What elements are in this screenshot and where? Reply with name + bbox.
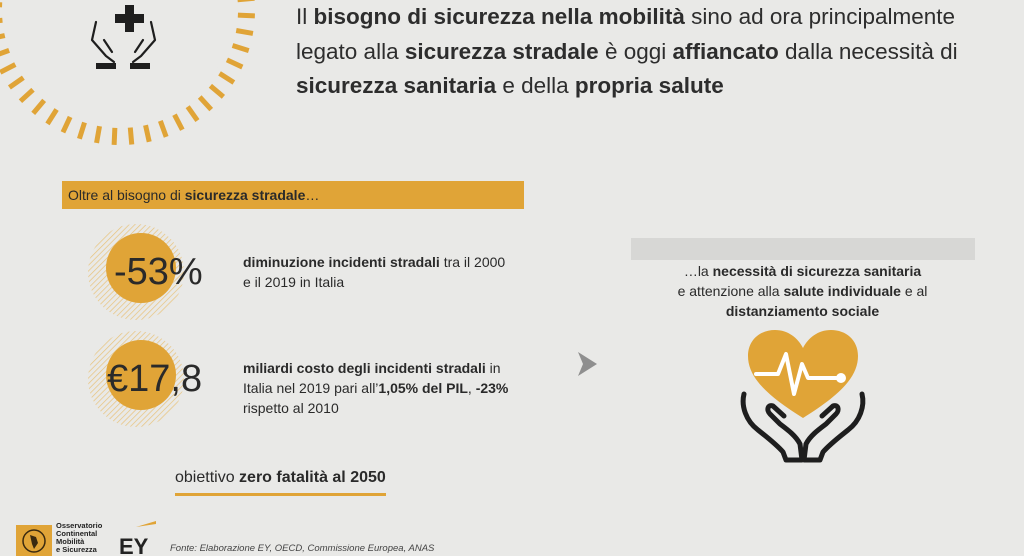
stat-desc-bold: miliardi costo degli incidenti stradali <box>243 360 486 376</box>
header-text-2: sino ad ora principalmente legato alla <box>296 4 955 64</box>
chevron-right-icon <box>575 350 601 378</box>
health-line-2 <box>630 281 975 301</box>
heart-pulse-hands-icon <box>738 326 868 464</box>
sun-ray <box>130 128 131 145</box>
health-line-1 <box>630 261 975 281</box>
goal-bold: zero fatalità al 2050 <box>239 469 386 486</box>
banner-bold: sicurezza stradale <box>184 187 306 203</box>
brand-line: e Sicurezza <box>56 545 97 554</box>
banner-suffix: … <box>305 187 320 203</box>
banner-prefix: Oltre al bisogno di <box>68 187 185 203</box>
goal-prefix: obiettivo <box>175 469 240 486</box>
stat-value: -53% <box>114 251 203 293</box>
health-line-3 <box>630 301 975 321</box>
stat-desc-bold-3: -23% <box>475 380 509 396</box>
sun-ray <box>0 4 2 5</box>
sun-ray <box>114 128 115 145</box>
health-line-2-suffix: e al <box>900 283 928 299</box>
sun-ray <box>20 90 33 101</box>
stat-desc-mid: in Italia nel 2019 pari all’ <box>243 360 501 396</box>
stat-value: €17,8 <box>107 358 203 400</box>
health-line-2-bold: salute individuale <box>783 283 901 299</box>
ey-label: EY <box>119 534 149 556</box>
header-text-1: Il <box>296 4 314 29</box>
stat-desc-mid-2: , <box>467 380 476 396</box>
stat-description <box>243 358 518 418</box>
sun-ray <box>238 15 255 16</box>
stat-desc-rest: tra il 2000 e il 2019 in Italia <box>243 254 506 290</box>
sun-ray <box>236 30 253 33</box>
observatory-logo <box>16 525 52 556</box>
health-statement <box>630 261 975 321</box>
sun-ray <box>188 107 198 121</box>
header-bold-1: bisogno di sicurezza nella mobilità <box>313 4 685 29</box>
sun-ray <box>0 36 5 40</box>
header-text-4: dalla necessità di <box>778 38 958 64</box>
health-line-1-bold: necessità di sicurezza sanitaria <box>712 263 922 279</box>
header-bold-3: affiancato <box>672 38 779 64</box>
header-statement <box>296 0 996 104</box>
sun-ray <box>0 20 2 21</box>
ey-logo <box>118 521 158 556</box>
brand-line: Mobilità <box>56 537 85 546</box>
header-text-5: e della <box>496 73 575 98</box>
sun-ray <box>233 45 249 50</box>
health-line-3-bold: distanziamento sociale <box>725 303 880 319</box>
header-text-3: è oggi <box>598 38 673 64</box>
sun-rays-decoration <box>0 0 290 150</box>
sun-ray <box>220 73 234 82</box>
source-note: Fonte: Elaborazione EY, OECD, Commissione Europea, ANAS <box>170 543 435 554</box>
sun-ray <box>0 50 9 56</box>
sun-ray <box>97 126 100 143</box>
sun-ray <box>174 115 182 130</box>
sun-ray <box>210 86 223 97</box>
health-header-bar <box>631 238 975 260</box>
sun-ray <box>63 117 70 132</box>
zero-fatality-goal <box>175 467 386 496</box>
sun-ray <box>79 123 84 139</box>
road-safety-banner <box>62 181 524 209</box>
stat-desc-rest: rispetto al 2010 <box>243 400 339 416</box>
stat-description <box>243 252 513 292</box>
health-line-1-prefix: …la <box>683 263 713 279</box>
sun-ray <box>47 110 56 124</box>
brand-line: Osservatorio <box>56 521 103 530</box>
sun-ray <box>146 125 150 142</box>
header-bold-2: sicurezza stradale <box>404 38 599 64</box>
sun-ray <box>33 100 44 113</box>
brand-line: Continental <box>56 529 98 538</box>
sun-ray <box>200 97 211 110</box>
sun-ray <box>0 64 15 72</box>
observatory-brand-text <box>56 522 102 554</box>
health-line-2-prefix: e attenzione alla <box>677 283 784 299</box>
header-bold-5: propria salute <box>574 73 724 98</box>
sun-ray <box>160 121 166 137</box>
stat-desc-bold-2: 1,05% del PIL <box>378 380 468 396</box>
stat-desc-bold: diminuzione incidenti stradali <box>243 254 440 270</box>
header-bold-4: sicurezza sanitaria <box>296 73 497 98</box>
sun-ray <box>9 78 23 88</box>
sun-ray <box>227 60 242 67</box>
